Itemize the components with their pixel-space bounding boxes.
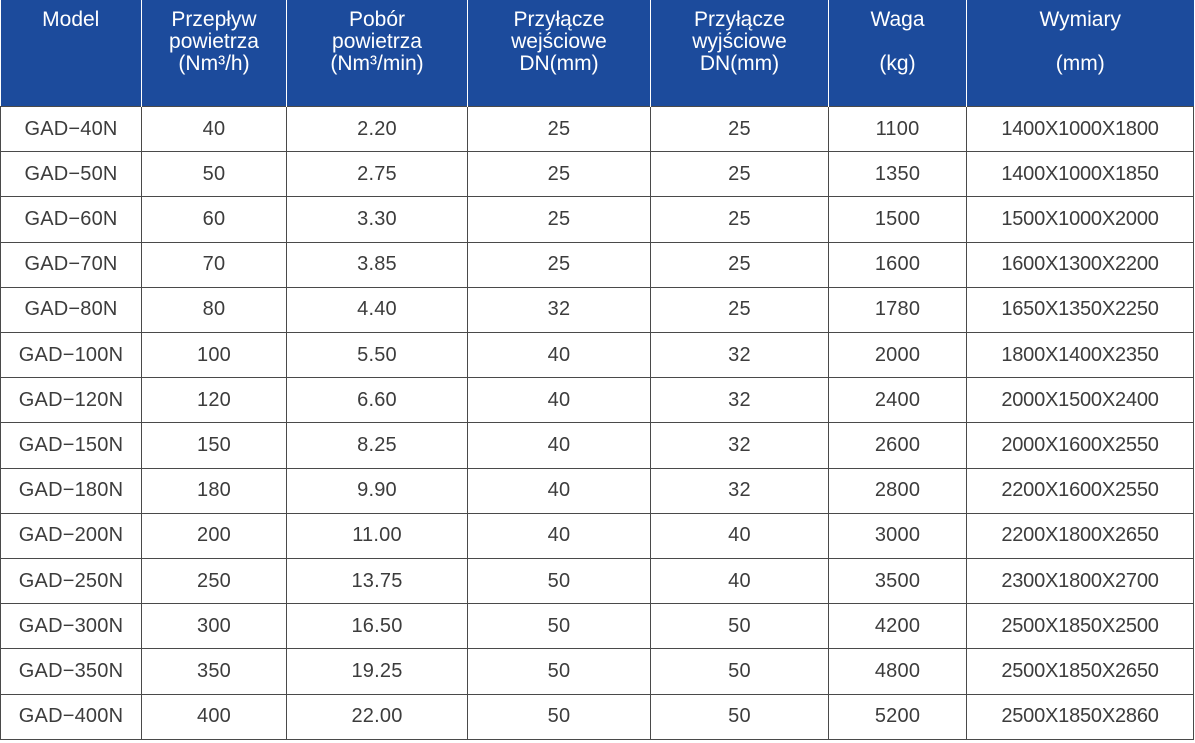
cell-air-consumption: 3.30 — [287, 197, 468, 242]
cell-outlet-dn: 32 — [651, 378, 829, 423]
cell-outlet-dn: 25 — [651, 197, 829, 242]
cell-weight: 4200 — [829, 604, 967, 649]
cell-dimensions: 1400X1000X1800 — [967, 107, 1194, 152]
cell-model: GAD−200N — [1, 513, 142, 558]
header-air-consumption-label: Pobór powietrza (Nm³/min) — [330, 8, 424, 75]
cell-weight: 2800 — [829, 468, 967, 513]
cell-inlet-dn: 50 — [468, 694, 651, 739]
cell-air-flow: 60 — [142, 197, 287, 242]
cell-model: GAD−100N — [1, 333, 142, 378]
cell-weight: 1500 — [829, 197, 967, 242]
cell-outlet-dn: 40 — [651, 559, 829, 604]
cell-model: GAD−250N — [1, 559, 142, 604]
cell-model: GAD−50N — [1, 152, 142, 197]
cell-dimensions: 1650X1350X2250 — [967, 287, 1194, 332]
cell-air-consumption: 11.00 — [287, 513, 468, 558]
cell-dimensions: 2200X1600X2550 — [967, 468, 1194, 513]
cell-weight: 1350 — [829, 152, 967, 197]
cell-inlet-dn: 40 — [468, 513, 651, 558]
cell-air-consumption: 6.60 — [287, 378, 468, 423]
header-row — [1, 0, 1194, 107]
cell-air-flow: 400 — [142, 694, 287, 739]
cell-weight: 2600 — [829, 423, 967, 468]
cell-inlet-dn: 50 — [468, 559, 651, 604]
cell-air-consumption: 22.00 — [287, 694, 468, 739]
cell-dimensions: 2300X1800X2700 — [967, 559, 1194, 604]
cell-dimensions: 1400X1000X1850 — [967, 152, 1194, 197]
cell-weight: 3500 — [829, 559, 967, 604]
cell-model: GAD−70N — [1, 242, 142, 287]
cell-weight: 3000 — [829, 513, 967, 558]
cell-air-flow: 250 — [142, 559, 287, 604]
cell-inlet-dn: 40 — [468, 378, 651, 423]
cell-inlet-dn: 25 — [468, 242, 651, 287]
header-dimensions-label: Wymiary (mm) — [1039, 8, 1121, 75]
cell-dimensions: 1500X1000X2000 — [967, 197, 1194, 242]
cell-inlet-dn: 32 — [468, 287, 651, 332]
table-row — [1, 604, 1194, 649]
cell-inlet-dn: 50 — [468, 649, 651, 694]
cell-weight: 1780 — [829, 287, 967, 332]
cell-model: GAD−300N — [1, 604, 142, 649]
header-dimensions — [967, 0, 1194, 107]
cell-weight: 5200 — [829, 694, 967, 739]
cell-weight: 2400 — [829, 378, 967, 423]
cell-air-consumption: 5.50 — [287, 333, 468, 378]
cell-outlet-dn: 50 — [651, 694, 829, 739]
cell-model: GAD−350N — [1, 649, 142, 694]
header-air-flow-label: Przepływ powietrza (Nm³/h) — [169, 8, 259, 75]
cell-inlet-dn: 25 — [468, 152, 651, 197]
cell-air-consumption: 4.40 — [287, 287, 468, 332]
cell-air-flow: 300 — [142, 604, 287, 649]
table-row — [1, 513, 1194, 558]
cell-model: GAD−180N — [1, 468, 142, 513]
table-row — [1, 559, 1194, 604]
cell-inlet-dn: 50 — [468, 604, 651, 649]
cell-air-consumption: 2.20 — [287, 107, 468, 152]
cell-air-flow: 120 — [142, 378, 287, 423]
cell-air-consumption: 2.75 — [287, 152, 468, 197]
cell-dimensions: 2000X1600X2550 — [967, 423, 1194, 468]
table-row — [1, 333, 1194, 378]
cell-model: GAD−40N — [1, 107, 142, 152]
header-outlet-connection — [651, 0, 829, 107]
cell-outlet-dn: 25 — [651, 242, 829, 287]
cell-outlet-dn: 25 — [651, 152, 829, 197]
cell-dimensions: 1800X1400X2350 — [967, 333, 1194, 378]
cell-model: GAD−150N — [1, 423, 142, 468]
cell-model: GAD−60N — [1, 197, 142, 242]
cell-outlet-dn: 25 — [651, 287, 829, 332]
cell-inlet-dn: 25 — [468, 107, 651, 152]
cell-air-flow: 200 — [142, 513, 287, 558]
cell-air-consumption: 13.75 — [287, 559, 468, 604]
table-row — [1, 107, 1194, 152]
cell-inlet-dn: 25 — [468, 197, 651, 242]
cell-air-flow: 50 — [142, 152, 287, 197]
cell-model: GAD−120N — [1, 378, 142, 423]
header-air-consumption — [287, 0, 468, 107]
cell-model: GAD−400N — [1, 694, 142, 739]
table-row — [1, 468, 1194, 513]
header-inlet-connection-label: Przyłącze wejściowe DN(mm) — [511, 8, 607, 75]
header-model — [1, 0, 142, 107]
cell-model: GAD−80N — [1, 287, 142, 332]
cell-dimensions: 2500X1850X2860 — [967, 694, 1194, 739]
table-row — [1, 197, 1194, 242]
cell-dimensions: 2200X1800X2650 — [967, 513, 1194, 558]
table-row — [1, 242, 1194, 287]
header-weight — [829, 0, 967, 107]
cell-outlet-dn: 32 — [651, 333, 829, 378]
table-header — [1, 0, 1194, 107]
cell-outlet-dn: 25 — [651, 107, 829, 152]
cell-air-flow: 100 — [142, 333, 287, 378]
cell-air-flow: 80 — [142, 287, 287, 332]
cell-air-consumption: 8.25 — [287, 423, 468, 468]
cell-dimensions: 2500X1850X2650 — [967, 649, 1194, 694]
table-row — [1, 694, 1194, 739]
cell-outlet-dn: 50 — [651, 604, 829, 649]
cell-dimensions: 1600X1300X2200 — [967, 242, 1194, 287]
cell-air-flow: 350 — [142, 649, 287, 694]
cell-dimensions: 2000X1500X2400 — [967, 378, 1194, 423]
cell-weight: 4800 — [829, 649, 967, 694]
table-body — [1, 107, 1194, 740]
cell-inlet-dn: 40 — [468, 333, 651, 378]
table-row — [1, 287, 1194, 332]
cell-air-flow: 40 — [142, 107, 287, 152]
header-outlet-connection-label: Przyłącze wyjściowe DN(mm) — [692, 8, 787, 75]
cell-air-consumption: 3.85 — [287, 242, 468, 287]
header-model-label: Model — [42, 8, 100, 31]
table-row — [1, 649, 1194, 694]
cell-air-consumption: 19.25 — [287, 649, 468, 694]
cell-outlet-dn: 50 — [651, 649, 829, 694]
header-weight-label: Waga (kg) — [870, 8, 925, 75]
cell-outlet-dn: 32 — [651, 468, 829, 513]
table-row — [1, 152, 1194, 197]
cell-dimensions: 2500X1850X2500 — [967, 604, 1194, 649]
table-row — [1, 378, 1194, 423]
cell-weight: 1100 — [829, 107, 967, 152]
cell-weight: 1600 — [829, 242, 967, 287]
cell-weight: 2000 — [829, 333, 967, 378]
cell-air-flow: 70 — [142, 242, 287, 287]
cell-air-flow: 180 — [142, 468, 287, 513]
table-row — [1, 423, 1194, 468]
header-inlet-connection — [468, 0, 651, 107]
header-air-flow — [142, 0, 287, 107]
cell-inlet-dn: 40 — [468, 423, 651, 468]
cell-outlet-dn: 32 — [651, 423, 829, 468]
cell-outlet-dn: 40 — [651, 513, 829, 558]
cell-air-consumption: 16.50 — [287, 604, 468, 649]
cell-air-flow: 150 — [142, 423, 287, 468]
cell-inlet-dn: 40 — [468, 468, 651, 513]
cell-air-consumption: 9.90 — [287, 468, 468, 513]
